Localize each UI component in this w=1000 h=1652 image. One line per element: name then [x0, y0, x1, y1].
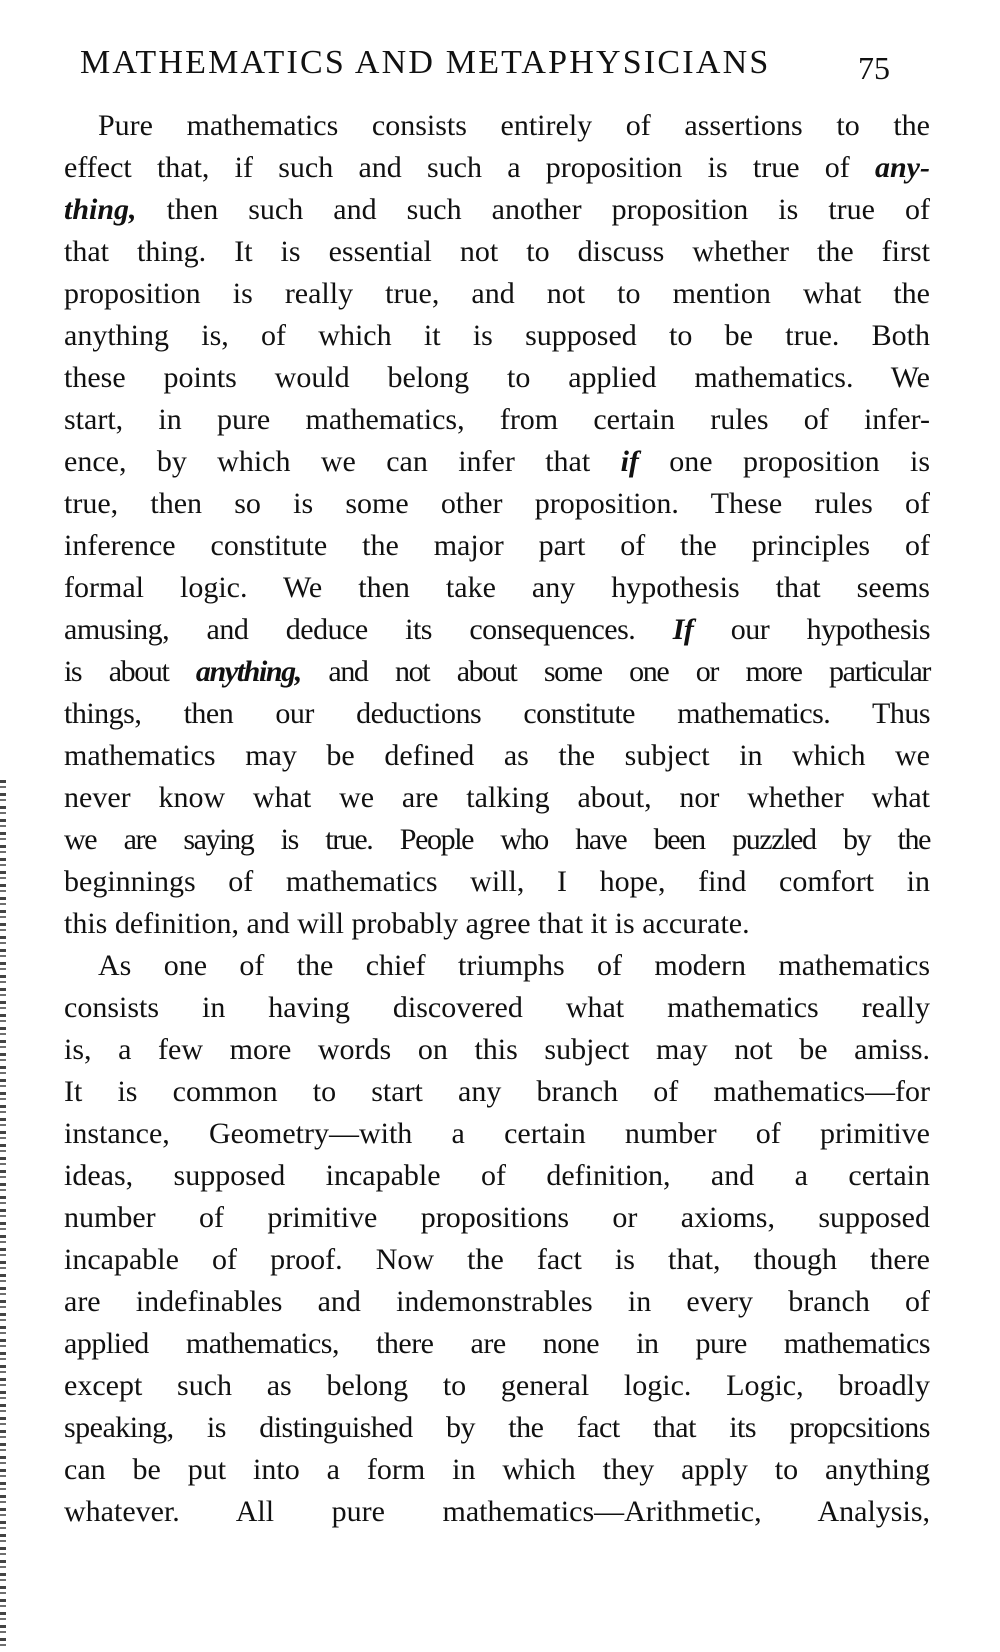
- text-line: is about anything, and not about some one or more particular: [64, 655, 930, 688]
- text-line: can be put into a form in which they apply to anything: [64, 1453, 930, 1486]
- text-line: these points would belong to applied mathematics. We: [64, 361, 930, 394]
- text-line: effect that, if such and such a proposition is true of any-: [64, 151, 930, 184]
- text-line: we are saying is true. People who have been puzzled by the: [64, 823, 930, 856]
- text-line: As one of the chief triumphs of modern mathematics: [98, 949, 930, 982]
- text-line: consists in having discovered what mathematics really: [64, 991, 930, 1024]
- text-line: is, a few more words on this subject may not be amiss.: [64, 1033, 930, 1066]
- text-line: instance, Geometry—with a certain number of primitive: [64, 1117, 930, 1150]
- page-header: [80, 44, 930, 84]
- text-line: mathematics may be defined as the subject in which we: [64, 739, 930, 772]
- text-line: incapable of proof. Now the fact is that, though there: [64, 1243, 930, 1276]
- page-edge-shadow: [0, 780, 6, 1650]
- text-line: inference constitute the major part of the principles of: [64, 529, 930, 562]
- text-line: proposition is really true, and not to mention what the: [64, 277, 930, 310]
- text-line: ence, by which we can infer that if one proposition is: [64, 445, 930, 478]
- text-line: anything is, of which it is supposed to be true. Both: [64, 319, 930, 352]
- text-line: start, in pure mathematics, from certain rules of infer-: [64, 403, 930, 436]
- text-line: Pure mathematics consists entirely of assertions to the: [98, 109, 930, 142]
- text-line: whatever. All pure mathematics—Arithmetic, Analysis,: [64, 1495, 930, 1528]
- running-title: MATHEMATICS AND METAPHYSICIANS: [80, 44, 771, 81]
- text-line: ideas, supposed incapable of definition, and a certain: [64, 1159, 930, 1192]
- text-line: beginnings of mathematics will, I hope, find comfort in: [64, 865, 930, 898]
- text-line: this definition, and will probably agree that it is accurate.: [64, 907, 750, 940]
- text-line: that thing. It is essential not to discuss whether the first: [64, 235, 930, 268]
- text-line: things, then our deductions constitute mathematics. Thus: [64, 697, 930, 730]
- page-number: 75: [858, 50, 890, 86]
- text-line: are indefinables and indemonstrables in every branch of: [64, 1285, 930, 1318]
- text-line: never know what we are talking about, nor whether what: [64, 781, 930, 814]
- text-line: except such as belong to general logic. Logic, broadly: [64, 1369, 930, 1402]
- text-line: speaking, is distinguished by the fact that its propcsitions: [64, 1411, 930, 1444]
- text-line: true, then so is some other proposition. These rules of: [64, 487, 930, 520]
- text-line: thing, then such and such another proposition is true of: [64, 193, 930, 226]
- text-line: number of primitive propositions or axioms, supposed: [64, 1201, 930, 1234]
- text-line: It is common to start any branch of mathematics—for: [64, 1075, 930, 1108]
- text-line: amusing, and deduce its consequences. If our hypothesis: [64, 613, 930, 646]
- text-line: formal logic. We then take any hypothesis that seems: [64, 571, 930, 604]
- text-line: applied mathematics, there are none in pure mathematics: [64, 1327, 930, 1360]
